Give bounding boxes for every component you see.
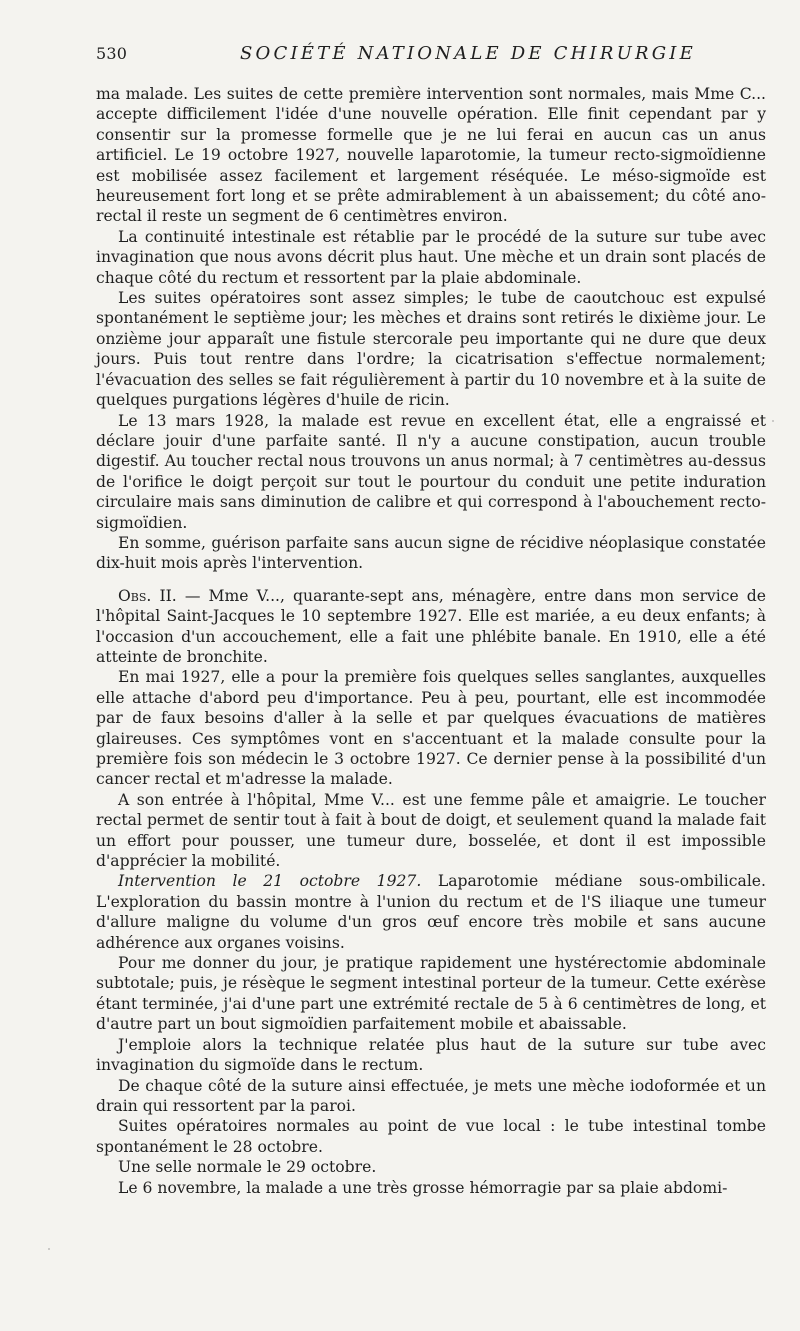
paragraph: [96, 288, 766, 410]
paragraph: [96, 533, 766, 574]
paragraph-text: Le 13 mars 1928, la malade est revue en excellent état, elle a engraissé et déclare jouir d'une parfaite santé. Il n'y a aucune constipation, aucun trouble digestif. Au toucher rectal nous trouvons un anus normal; à 7 centimètres au-dessus de l'orifice le doigt perçoit sur tout le pourtour du conduit une petite induration circulaire mais sans diminution de calibre et qui correspond à l'abouchement recto-sigmoïdien.: [96, 411, 766, 532]
paragraph-text: Le 6 novembre, la malade a une très grosse hémorragie par sa plaie abdomi-: [118, 1178, 728, 1197]
paragraph-text: La continuité intestinale est rétablie par le procédé de la suture sur tube avec invagination que nous avons décrit plus haut. Une mèche et un drain sont placés de chaque côté du rectum et ressortent par la plaie abdominale.: [96, 227, 766, 287]
page-number: 530: [96, 44, 128, 63]
paragraph: [96, 1116, 766, 1157]
paragraph: [96, 1178, 766, 1198]
paragraph: [96, 1035, 766, 1076]
paragraph: [96, 790, 766, 872]
paragraph: [96, 871, 766, 953]
body-text: [96, 84, 766, 1198]
paragraph-text: Pour me donner du jour, je pratique rapidement une hystérectomie abdominale subtotale; puis, je résèque le segment intestinal porteur de la tumeur. Cette exérèse étant terminée, j'ai d'une part une extrémité rectale de 5 à 6 centimètres de long, et d'autre part un bout sigmoïdien parfaitement mobile et abaissable.: [96, 954, 766, 1034]
paper-speck: [772, 420, 774, 422]
running-title: SOCIÉTÉ NATIONALE DE CHIRURGIE: [240, 43, 696, 64]
paragraph-text: De chaque côté de la suture ainsi effectuée, je mets une mèche iodoformée et un drain qui ressortent par la paroi.: [96, 1076, 766, 1115]
paragraph-text: Les suites opératoires sont assez simples; le tube de caoutchouc est expulsé spontanément le septième jour; les mèches et drains sont retirés le dixième jour. Le onzième jour apparaît une fistule stercorale peu importante qui ne dure que deux jours. Puis tout rentre dans l'ordre; la cicatrisation s'effectue normalement; l'évacuation des selles se fait régulièrement à partir du 10 novembre et à la suite de quelques purgations légères d'huile de ricin.: [96, 289, 766, 410]
paragraph: [96, 1076, 766, 1117]
observation-label: Obs. II.: [118, 586, 177, 605]
paragraph-text: Suites opératoires normales au point de vue local : le tube intestinal tombe spontanément le 28 octobre.: [96, 1117, 766, 1156]
paragraph: [96, 1157, 766, 1177]
paper-speck: [48, 1248, 50, 1250]
paragraph-text: En somme, guérison parfaite sans aucun signe de récidive néoplasique constatée dix-huit mois après l'intervention.: [96, 533, 766, 573]
paragraph-text: Laparotomie médiane sous-ombilicale. L'exploration du bassin montre à l'union du rectum et de l'S iliaque une tumeur d'allure maligne du volume d'un gros œuf encore très mobile et sans aucune adhérence aux organes voisins.: [96, 872, 766, 952]
paragraph-text: J'emploie alors la technique relatée plus haut de la suture sur tube avec invagination du sigmoïde dans le rectum.: [96, 1035, 766, 1075]
paragraph-text: A son entrée à l'hôpital, Mme V... est une femme pâle et amaigrie. Le toucher rectal permet de sentir tout à fait à bout de doigt, et seulement quand la malade fait un effort pour pousser, une tumeur dure, bosselée, et dont il est impossible d'apprécier la mobilité.: [96, 790, 766, 871]
paragraph: [96, 84, 766, 227]
observation-paragraph: [96, 586, 766, 668]
paragraph: [96, 667, 766, 789]
paragraph: [96, 953, 766, 1035]
paragraph-text: En mai 1927, elle a pour la première fois quelques selles sanglantes, auxquelles elle attache d'abord peu d'importance. Peu à peu, pourtant, elle est incommodée par de faux besoins d'aller à la selle et par quelques évacuations de matières glaireuses. Ces symptômes vont en s'accentuant et la malade consulte pour la première fois son médecin le 3 octobre 1927. Ce dernier pense à la possibilité d'un cancer rectal et m'adresse la malade.: [96, 668, 766, 789]
paragraph-text: Une selle normale le 29 octobre.: [118, 1158, 377, 1177]
paragraph-text: — Mme V..., quarante-sept ans, ménagère, entre dans mon service de l'hôpital Saint-Jacques le 10 septembre 1927. Elle est mariée, a eu deux enfants; à l'occasion d'un accouchement, elle a fait une phlébite banale. En 1910, elle a été atteinte de bronchite.: [96, 586, 766, 666]
paragraph-text: ma malade. Les suites de cette première intervention sont normales, mais Mme C... accepte difficilement l'idée d'une nouvelle opération. Elle finit cependant par y consentir sur la promesse formelle que je ne lui ferai en aucun cas un anus artificiel. Le 19 octobre 1927, nouvelle laparotomie, la tumeur recto-sigmoïdienne est mobilisée assez facilement et largement réséquée. Le méso-sigmoïde est heureusement fort long et se prête admirablement à un abaissement; du côté ano-rectal il reste un segment de 6 centimètres environ.: [96, 85, 766, 226]
italic-lead: Intervention le 21 octobre 1927.: [118, 872, 422, 891]
paragraph: [96, 411, 766, 533]
paragraph: [96, 227, 766, 288]
